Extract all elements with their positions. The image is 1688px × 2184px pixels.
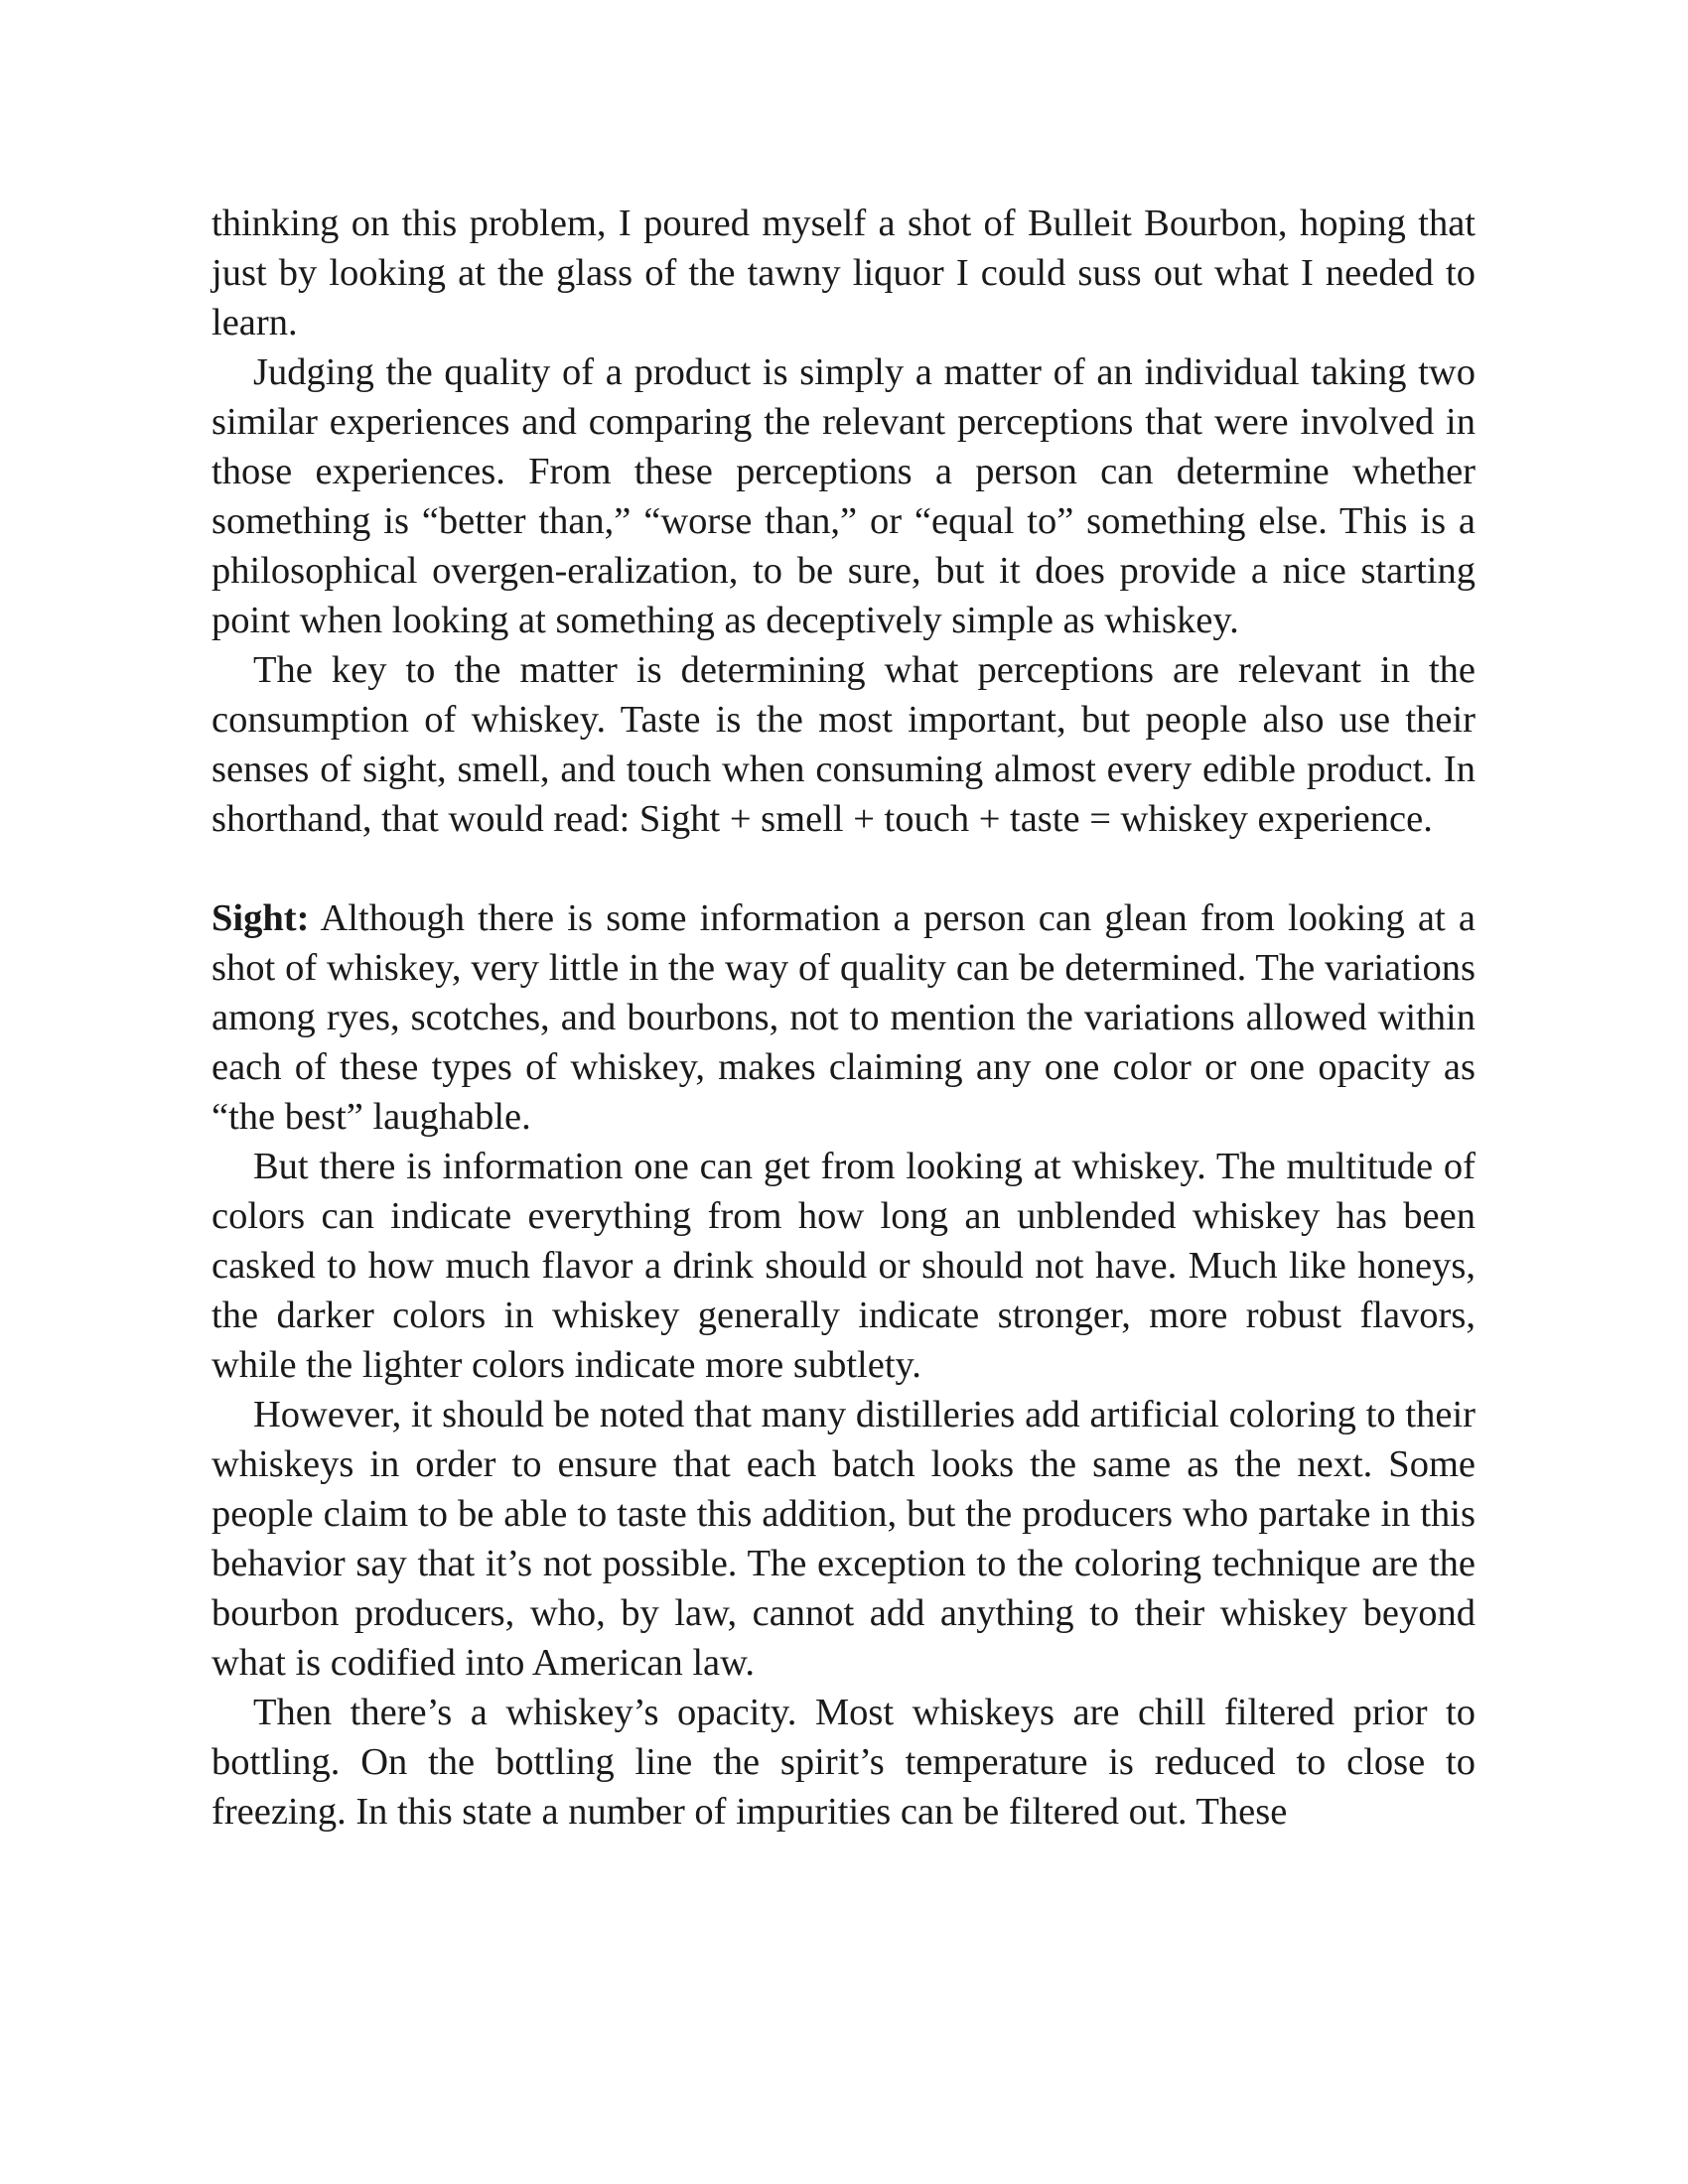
paragraph-5: But there is information one can get from looking at whiskey. The multitude of colors can indicate everything from how long an unblended whiskey has been casked to how much flavor a drink should or should not have. Much like honeys, the darker colors in whiskey generally indicate stronger, more robust flavors, while the lighter colors indicate more subtlety. (211, 1146, 1476, 1386)
paragraph-3: The key to the matter is determining what perceptions are relevant in the consumption of whiskey. Taste is the most important, but people also use their senses of sight, smell, and touch when consuming almost every edible product. In shorthand, that would read: Sight + smell + touch + taste = whiskey experience. (211, 649, 1476, 840)
paragraph-2: Judging the quality of a product is simply a matter of an individual taking two similar experiences and comparing the relevant perceptions that were involved in those experiences. From these perceptions a person can determine whether something is “better than,” “worse than,” or “equal to” something else. This is a philosophical overgen-eralization, to be sure, but it does provide a nice starting point when looking at something as deceptively simple as whiskey. (211, 351, 1476, 641)
paragraph-1: thinking on this problem, I poured myself a shot of Bulleit Bourbon, hoping that just by looking at the glass of the tawny liquor I could suss out what I needed to learn. (211, 203, 1476, 343)
sight-heading: Sight: (211, 897, 310, 939)
paragraph-6: However, it should be noted that many distilleries add artificial coloring to their whiskeys in order to ensure that each batch looks the same as the next. Some people claim to be able to taste this addition, but the producers who partake in this behavior say that it’s not possible. The exception to the coloring technique are the bourbon producers, who, by law, cannot add anything to their whiskey beyond what is codified into American law. (211, 1394, 1476, 1684)
paragraph-sight (211, 893, 1476, 1142)
sight-body: Although there is some information a person can glean from looking at a shot of whiskey, very little in the way of quality can be determined. The variations among ryes, scotches, and bourbons, not to mention the variations allowed within each of these types of whiskey, makes claiming any one color or one opacity as “the best” laughable. (211, 897, 1476, 1138)
section-spacer (211, 844, 1476, 893)
document-page (211, 199, 1476, 1837)
paragraph-7: Then there’s a whiskey’s opacity. Most whiskeys are chill filtered prior to bottling. On the bottling line the spirit’s temperature is reduced to close to freezing. In this state a number of impurities can be filtered out. These (211, 1692, 1476, 1833)
